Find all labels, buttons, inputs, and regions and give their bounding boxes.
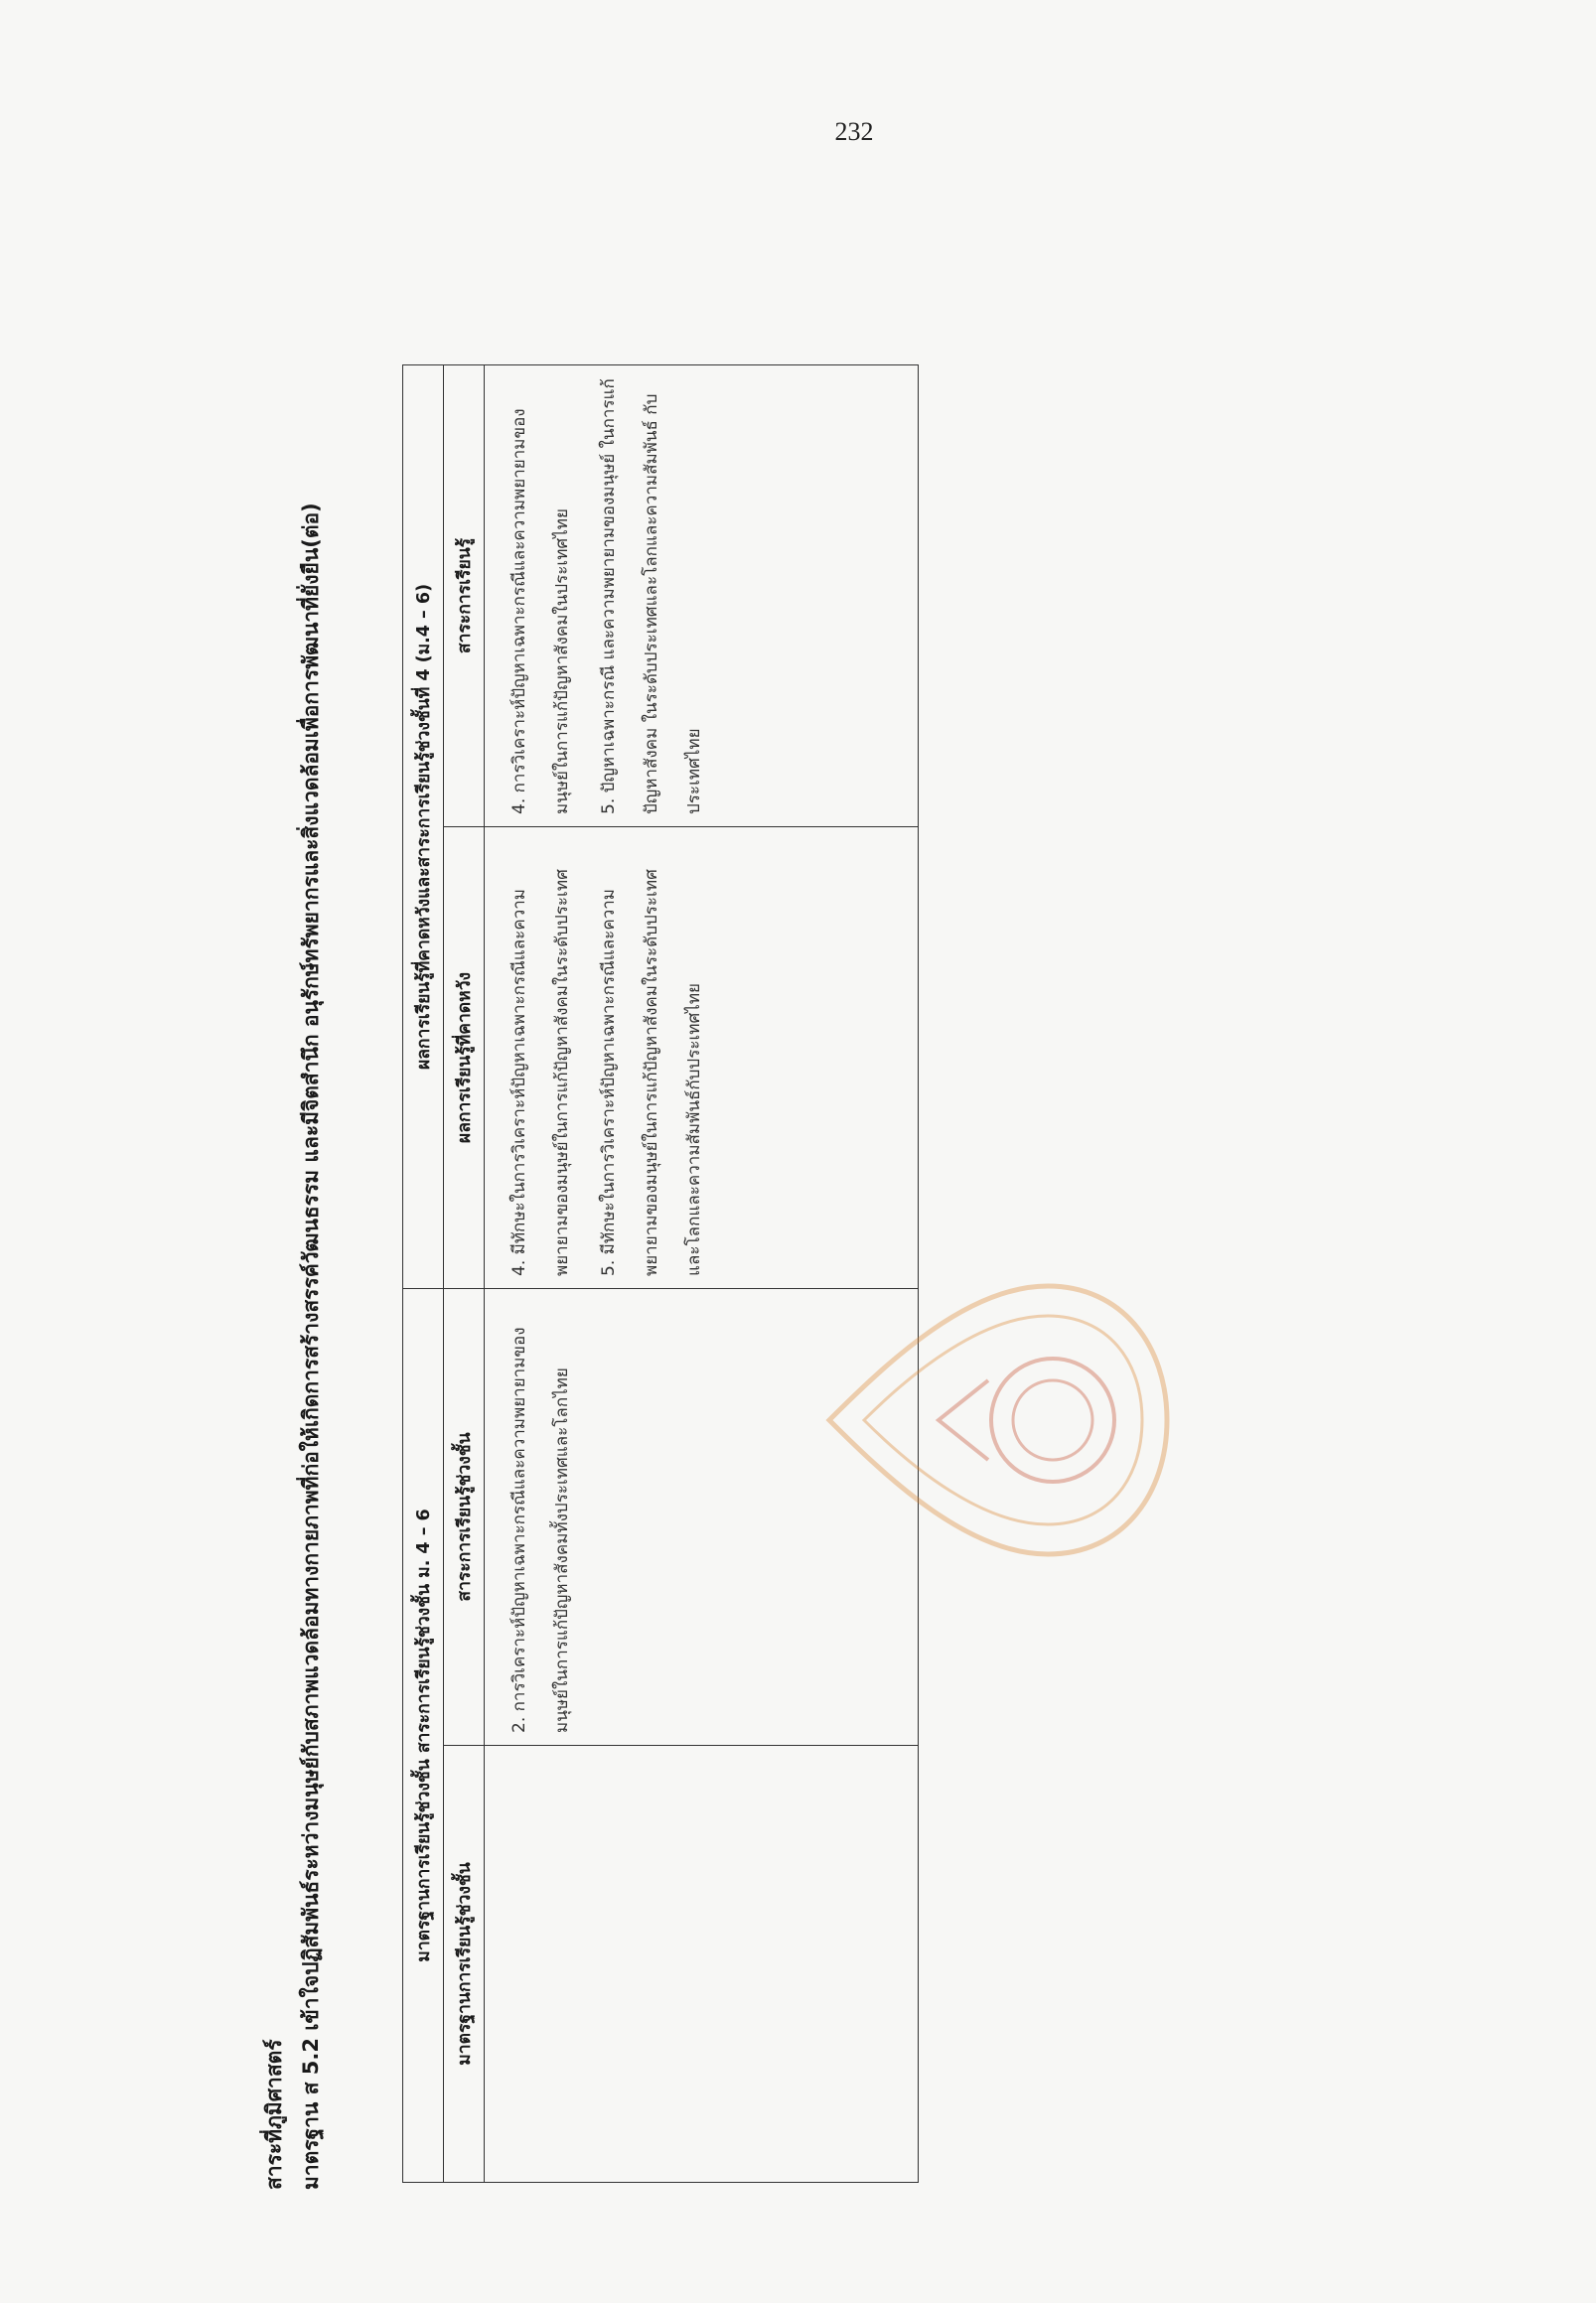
column-header-row	[444, 364, 485, 2182]
list-item: 2. การวิเคราะห์ปัญหาเฉพาะกรณีและความพยายามของมนุษย์ในการแก้ปัญหาสังคมทั้งประเทศและโลกไทย	[509, 1327, 572, 1733]
group-header-left: มาตรฐานการเรียนรู้ช่วงชั้น สาระการเรียนรู้ช่วงชั้น ม. 4 – 6	[403, 1288, 444, 2182]
group-header-right: ผลการเรียนรู้ที่คาดหวังและสาระการเรียนรู้ช่วงชั้นที่ 4 (ม.4 – 6)	[403, 364, 444, 1288]
col-header-standard: มาตรฐานการเรียนรู้ช่วงชั้น	[444, 1746, 485, 2183]
list-item: 4. การวิเคราะห์ปัญหาเฉพาะกรณีและความพยายามของมนุษย์ในการแก้ปัญหาสังคมในประเทศไทย	[509, 408, 572, 814]
group-header-row	[403, 364, 444, 2182]
page-number: 232	[834, 117, 874, 146]
list-item: 5. มีทักษะในการวิเคราะห์ปัญหาเฉพาะกรณีและความพยายามของมนุษย์ในการแก้ปัญหาสังคมในระดับประเทศและโลกและความสัมพันธ์กับประเทศไทย	[599, 869, 704, 1276]
col-header-outcomes: ผลการเรียนรู้ที่คาดหวัง	[444, 826, 485, 1288]
col-header-content: สาระการเรียนรู้	[444, 364, 485, 826]
col-header-level-content: สาระการเรียนรู้ช่วงชั้น	[444, 1288, 485, 1745]
cell-outcomes	[485, 826, 919, 1288]
list-item: 5. ปัญหาเฉพาะกรณี และความพยายามของมนุษย์ ในการแก้ปัญหาสังคม ในระดับประเทศและโลกและความสัมพันธ์ กับประเทศไทย	[599, 378, 704, 814]
cell-standard	[485, 1746, 919, 2183]
subject-heading: สาระที่ภูมิศาสตร์	[262, 2039, 286, 2190]
cell-content	[485, 364, 919, 826]
rotated-content	[253, 228, 968, 2215]
emblem-watermark-icon	[819, 1271, 1177, 1569]
standard-heading: มาตรฐาน ส 5.2 เข้าใจปฏิสัมพันธ์ระหว่างมนุษย์กับสภาพแวดล้อมทางกายภาพที่ก่อให้เกิดการสร้างสรรค์วัฒนธรรม และมีจิตสำนึก อนุรักษ์ทรัพยากรและสิ่งแวดล้อมเพื่อการพัฒนาที่ยั่งยืน(ต่อ)	[299, 503, 323, 2190]
list-item: 4. มีทักษะในการวิเคราะห์ปัญหาเฉพาะกรณีและความพยายามของมนุษย์ในการแก้ปัญหาสังคมในระดับประเทศ	[509, 869, 572, 1276]
